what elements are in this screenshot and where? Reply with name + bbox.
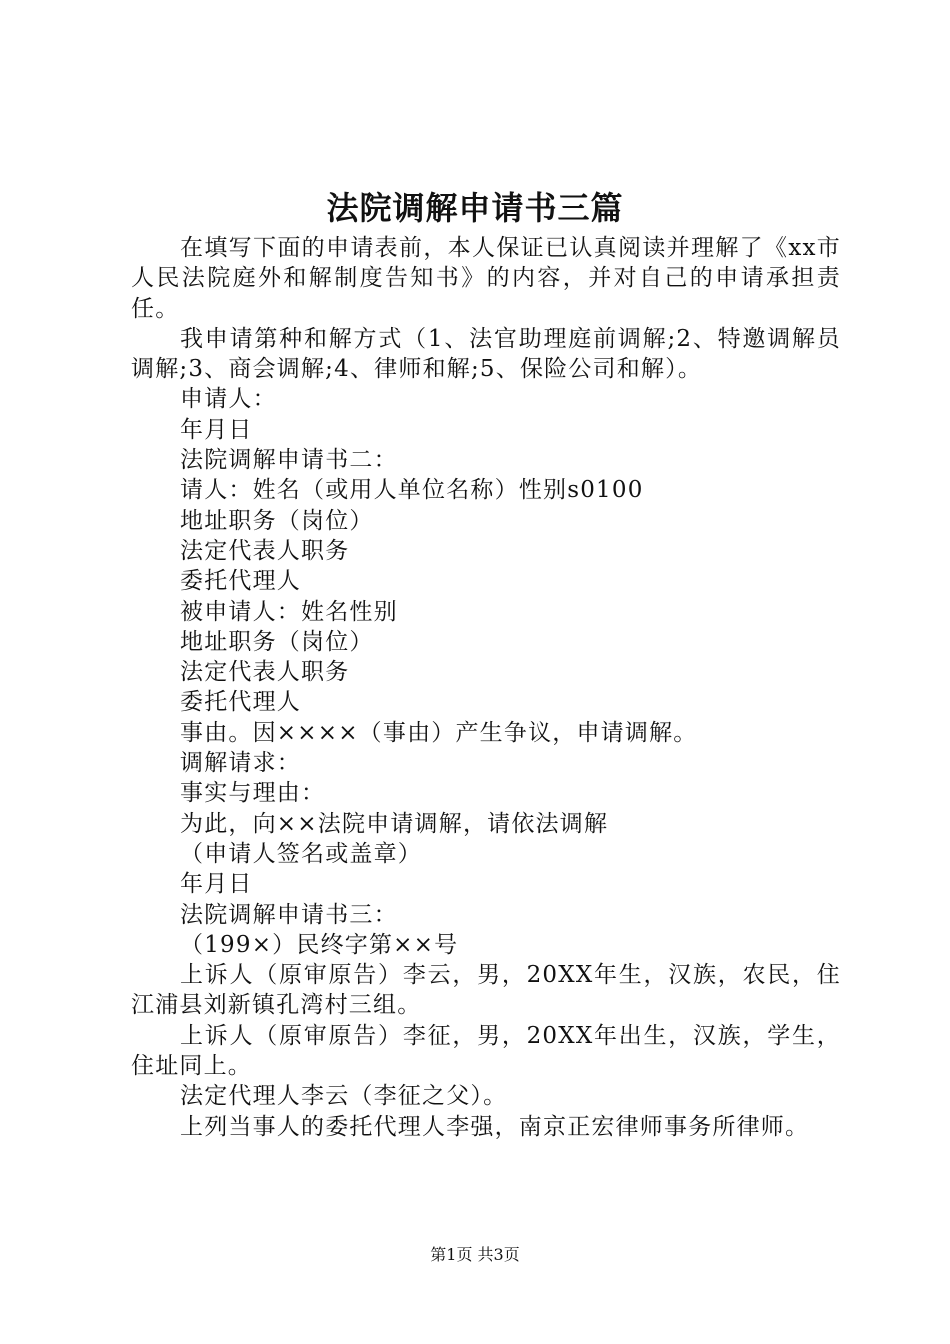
paragraph-7: 地址职务（岗位） — [180, 507, 374, 534]
paragraph-19: 年月日 — [180, 871, 253, 898]
paragraph-23: 上诉人（原审原告）李征，男，20XX年出生，汉族，学生，住址同上。 — [131, 1022, 841, 1080]
paragraph-1: 在填写下面的申请表前，本人保证已认真阅读并理解了《xx市人民法院庭外和解制度告知书》的内容，并对自己的申请承担责任。 — [131, 235, 841, 322]
paragraph-24: 法定代理人李云（李征之父）。 — [180, 1083, 508, 1110]
paragraph-5: 法院调解申请书二： — [180, 447, 398, 474]
paragraph-10: 被申请人：姓名性别 — [180, 598, 398, 625]
paragraph-15: 调解请求： — [180, 750, 301, 777]
paragraph-12: 法定代表人职务 — [180, 659, 350, 686]
paragraph-8: 法定代表人职务 — [180, 537, 350, 564]
document-body — [131, 233, 841, 1142]
paragraph-9: 委托代理人 — [180, 568, 301, 595]
paragraph-18: （申请人签名或盖章） — [180, 840, 422, 867]
paragraph-6: 请人：姓名（或用人单位名称）性别s0100 — [180, 477, 644, 504]
paragraph-16: 事实与理由： — [180, 780, 326, 807]
paragraph-13: 委托代理人 — [180, 689, 301, 716]
paragraph-2: 我申请第种和解方式（1、法官助理庭前调解;2、特邀调解员调解;3、商会调解;4、律师和解;5、保险公司和解）。 — [131, 325, 841, 383]
document-title: 法院调解申请书三篇 — [326, 189, 624, 227]
paragraph-3: 申请人： — [180, 386, 277, 413]
paragraph-20: 法院调解申请书三： — [180, 901, 398, 928]
page-number-footer: 第1页 共3页 — [430, 1245, 520, 1264]
paragraph-11: 地址职务（岗位） — [180, 628, 374, 655]
paragraph-17: 为此，向××法院申请调解，请依法调解 — [180, 810, 609, 837]
paragraph-21: （199×）民终字第××号 — [180, 931, 459, 958]
paragraph-4: 年月日 — [180, 416, 253, 443]
paragraph-25: 上列当事人的委托代理人李强，南京正宏律师事务所律师。 — [180, 1113, 810, 1140]
paragraph-14: 事由。因××××（事由）产生争议，申请调解。 — [180, 719, 698, 746]
paragraph-22: 上诉人（原审原告）李云，男，20XX年生，汉族，农民，住江浦县刘新镇孔湾村三组。 — [131, 962, 841, 1019]
